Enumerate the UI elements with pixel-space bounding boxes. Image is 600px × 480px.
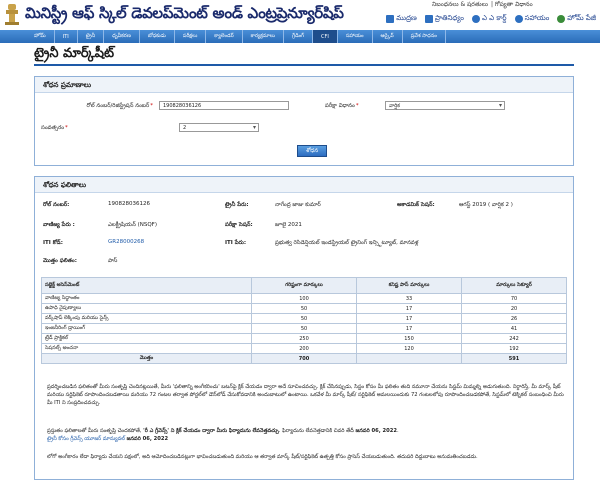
note-auto-accept: లోగో అంగీకారం లేదా ఫిర్యాదు చేయని పక్షంలో, అది ఆమోదించబడినట్లుగా భావించబడుతుంది మరియు ఆ తర్వాత మార్క్ షీట్/సర్టిఫికెట్ ఉత్పత్తి కోసం ప్రాసెస్ చేయబడుతుంది. తదుపరి దిద్దుబాటు అనుమతించబడదు. [47, 454, 478, 460]
col-min-pass: కనిష్ట పాస్ మార్కులు [357, 278, 462, 294]
terms-link[interactable]: నిబంధనలు & షరతులు [432, 1, 488, 8]
total-row [42, 354, 567, 364]
trade-info: వాణిజ్య పేరు : ఎలక్ట్రీషియన్ (NSQF) [43, 222, 157, 228]
trainee-name-value: నాగేంద్ర జాజు కుమార్ [275, 202, 321, 208]
nav-verification[interactable]: ధృవీకరణ [104, 30, 140, 43]
search-results-panel [34, 176, 574, 480]
roll-no-value: 190828036126 [108, 201, 150, 207]
overall-result-info: మొత్తం ఫలితం: పాస్ [43, 258, 118, 264]
print-button[interactable]: ముద్రణ [386, 14, 417, 24]
total-label: మొత్తం [42, 354, 252, 364]
iti-code-info: ITI కోడ్: GR28000268 [43, 239, 145, 246]
search-button[interactable]: శోధన [297, 145, 327, 157]
roll-number-row: రోల్ నంబర్/రిజిస్ట్రేషన్ నంబర్* 190828036126 [35, 101, 289, 110]
nav-archive[interactable]: ఆర్కైవ్ [373, 30, 403, 43]
note-grievance: ప్రస్తుతం ఫలితాలతో మీరు సంతృప్తి చెందకపోతే, 'రీ ఎ గ్రీవెన్స్' ని క్లిక్ చేయడం ద్వారా మీరు ఫిర్యాదును లేవనెత్తవచ్చు. ఫిర్యాదును లేవనెత్తడానికి చివరి తేదీ జనవరి 06, 2022. ట్రైనీ కోసం గ్రీవెన్స్ యూజర్ మాన్యువల్ జనవరి 06, 2022 [47, 428, 399, 442]
national-emblem-icon [3, 2, 21, 26]
semester-label: సంవత్సరం [41, 124, 65, 131]
nav-calendar[interactable]: క్యాలెండర్ [206, 30, 242, 43]
session-info: అకాడమిక్ సెషన్: ఆగస్ట్ 2019 ( వార్షిక 2 ) [397, 202, 513, 208]
trade-value: ఎలక్ట్రీషియన్ (NSQF) [108, 222, 157, 228]
col-secured: మార్కులు సెక్యూర్ [462, 278, 567, 294]
nav-cfi[interactable]: CFI [313, 30, 338, 43]
marks-table-header [42, 278, 567, 294]
print-icon [386, 15, 394, 23]
title-divider [34, 64, 574, 66]
roll-no-info: రోల్ నంబర్: 190828036126 [43, 201, 150, 208]
site-title: మినిస్ట్రీ ఆఫ్ స్కిల్ డెవలప్‌మెంట్ అండ్ ఎంట్రప్రెన్యూర్‌షిప్ [25, 4, 344, 22]
search-criteria-panel [34, 76, 574, 166]
total-max: 700 [252, 354, 357, 364]
table-row: సెషనల్స్ అంచనా 200 120 192 [42, 344, 567, 354]
iti-code-value: GR28000268 [108, 239, 145, 245]
privacy-link[interactable]: గోప్యతా విధానం [494, 1, 533, 8]
nav-help[interactable]: సహాయం [338, 30, 373, 43]
table-row: ఉపాధి నైపుణ్యాలు 50 17 20 [42, 304, 567, 314]
table-row: ఇంజనీరింగ్ డ్రాయింగ్ 50 17 41 [42, 324, 567, 334]
col-max-marks: గరిష్టంగా మార్కులు [252, 278, 357, 294]
nav-instructor[interactable]: బోధకుడు [140, 30, 175, 43]
table-row: ట్రేడ్ ప్రాక్టికల్ 250 150 242 [42, 334, 567, 344]
home-button[interactable]: హోమ్ పేజీ [557, 14, 596, 24]
top-links: నిబంధనలు & షరతులు | గోప్యతా విధానం [432, 1, 533, 8]
exam-session-value: జూలై 2021 [275, 222, 302, 228]
iti-name-info: ITI పేరు: ప్రభుత్వ రెసిడెన్షియల్ ఇండస్ట్రియల్ ట్రైనింగ్ ఇన్స్టిట్యూట్, మానవళ్ల [225, 240, 419, 246]
semester-row: సంవత్సరం* 2 ▾ [35, 123, 259, 132]
site-header [0, 0, 600, 30]
roll-number-input[interactable]: 190828036126 [159, 101, 289, 110]
exam-session-info: పరీక్షా సెషన్: జూలై 2021 [225, 222, 302, 228]
card-button[interactable]: ఎ ఎ కార్డ్ [472, 14, 507, 24]
nav-trainee[interactable]: ట్రైనీ [78, 30, 104, 43]
grievance-instruction: 'రీ ఎ గ్రీవెన్స్' ని క్లిక్ చేయడం ద్వారా మీరు ఫిర్యాదును లేవనెత్తవచ్చు [143, 428, 279, 434]
nav-iti[interactable]: ITI [55, 30, 78, 43]
nav-grading[interactable]: గ్రేడింగ్ [284, 30, 313, 43]
col-subject: సబ్జెక్ట్ అసెస్‌మెంట్ [42, 278, 252, 294]
utility-bar [386, 14, 596, 24]
marks-table [41, 277, 567, 364]
roll-number-label: రోల్ నంబర్/రిజిస్ట్రేషన్ నంబర్ [86, 102, 150, 109]
semester-select[interactable]: 2 ▾ [179, 123, 259, 132]
grievance-deadline: జనవరి 06, 2022 [355, 428, 397, 434]
note-accept: ప్రదర్శించబడిన ఫలితంతో మీరు సంతృప్తి చెందినట్లయితే, మీరు 'ఫలితాన్ని అంగీకరించు' బటన్‌పై క్లిక్ చేయడం ద్వారా అదే సూచించవచ్చు. క్లిక్ చేసినప్పుడు, సిస్టం కోసం మీ ఫలితం తుది నమూనా చేయను సిస్టమ్ మిమ్మల్ని అడుగుతుంది. నిర్ధారిస్తే, మీ మార్క్ షీట్ మరియు సర్టిఫికెట్ రూపొందించబడతాయి మరియు 72 గంటల తర్వాత పోర్టల్‌లో డౌన్‌లోడ్ చేసుకోవడానికి అందుబాటులో ఉంటాయి. ఒకవేళ మీ మార్క్ షీట్/ సర్టిఫికెట్ అమలయిందుకు 72 గంటలలోపు రూపొందించబడకపోతే, సిస్టమ్‌లో టెక్నికల్ సంబంధించి మీరు మీ ITI ని సంప్రదించవచ్చు. [47, 384, 564, 406]
results-heading: శోధన ఫలితాలు [35, 177, 573, 193]
faq-icon [425, 15, 433, 23]
main-nav [0, 30, 600, 43]
nav-home[interactable]: హోమ్ [26, 30, 55, 43]
faq-button[interactable]: ప్రాతినిధ్యం [425, 14, 464, 24]
session-value: ఆగస్ట్ 2019 ( వార్షిక 2 ) [459, 202, 513, 208]
page-title: ట్రైనీ మార్క్‌షీట్ [34, 46, 115, 61]
help-button[interactable]: సహాయం [515, 14, 550, 24]
table-row: వాణిజ్య సిద్ధాంతం 100 33 70 [42, 294, 567, 304]
nav-exams[interactable]: పరీక్షలు [175, 30, 206, 43]
nav-programs[interactable]: కార్యక్రమాలు [243, 30, 284, 43]
total-secured: 591 [462, 354, 567, 364]
nav-admission[interactable]: ప్రవేశ సాధనం [403, 30, 446, 43]
criteria-heading: శోధన ప్రమాణాలు [35, 77, 573, 93]
exam-system-label: పరీక్షా విధానం [325, 102, 355, 109]
trainee-name-info: ట్రైనీ పేరు: నాగేంద్ర జాజు కుమార్ [225, 202, 321, 208]
exam-system-select[interactable]: వార్షిక ▾ [385, 101, 505, 110]
table-row: వర్క్‌షాప్ లెక్కింపు మరియు సైన్స్ 50 17 26 [42, 314, 567, 324]
card-icon [472, 15, 480, 23]
overall-result-value: పాస్ [108, 258, 118, 264]
home-icon [557, 15, 565, 23]
grievance-manual-link[interactable]: ట్రైనీ కోసం గ్రీవెన్స్ యూజర్ మాన్యువల్ [47, 436, 125, 442]
exam-system-row: పరీక్షా విధానం* వార్షిక ▾ [325, 101, 505, 110]
help-icon [515, 15, 523, 23]
iti-name-value: ప్రభుత్వ రెసిడెన్షియల్ ఇండస్ట్రియల్ ట్రైనింగ్ ఇన్స్టిట్యూట్, మానవళ్ల [275, 240, 419, 246]
